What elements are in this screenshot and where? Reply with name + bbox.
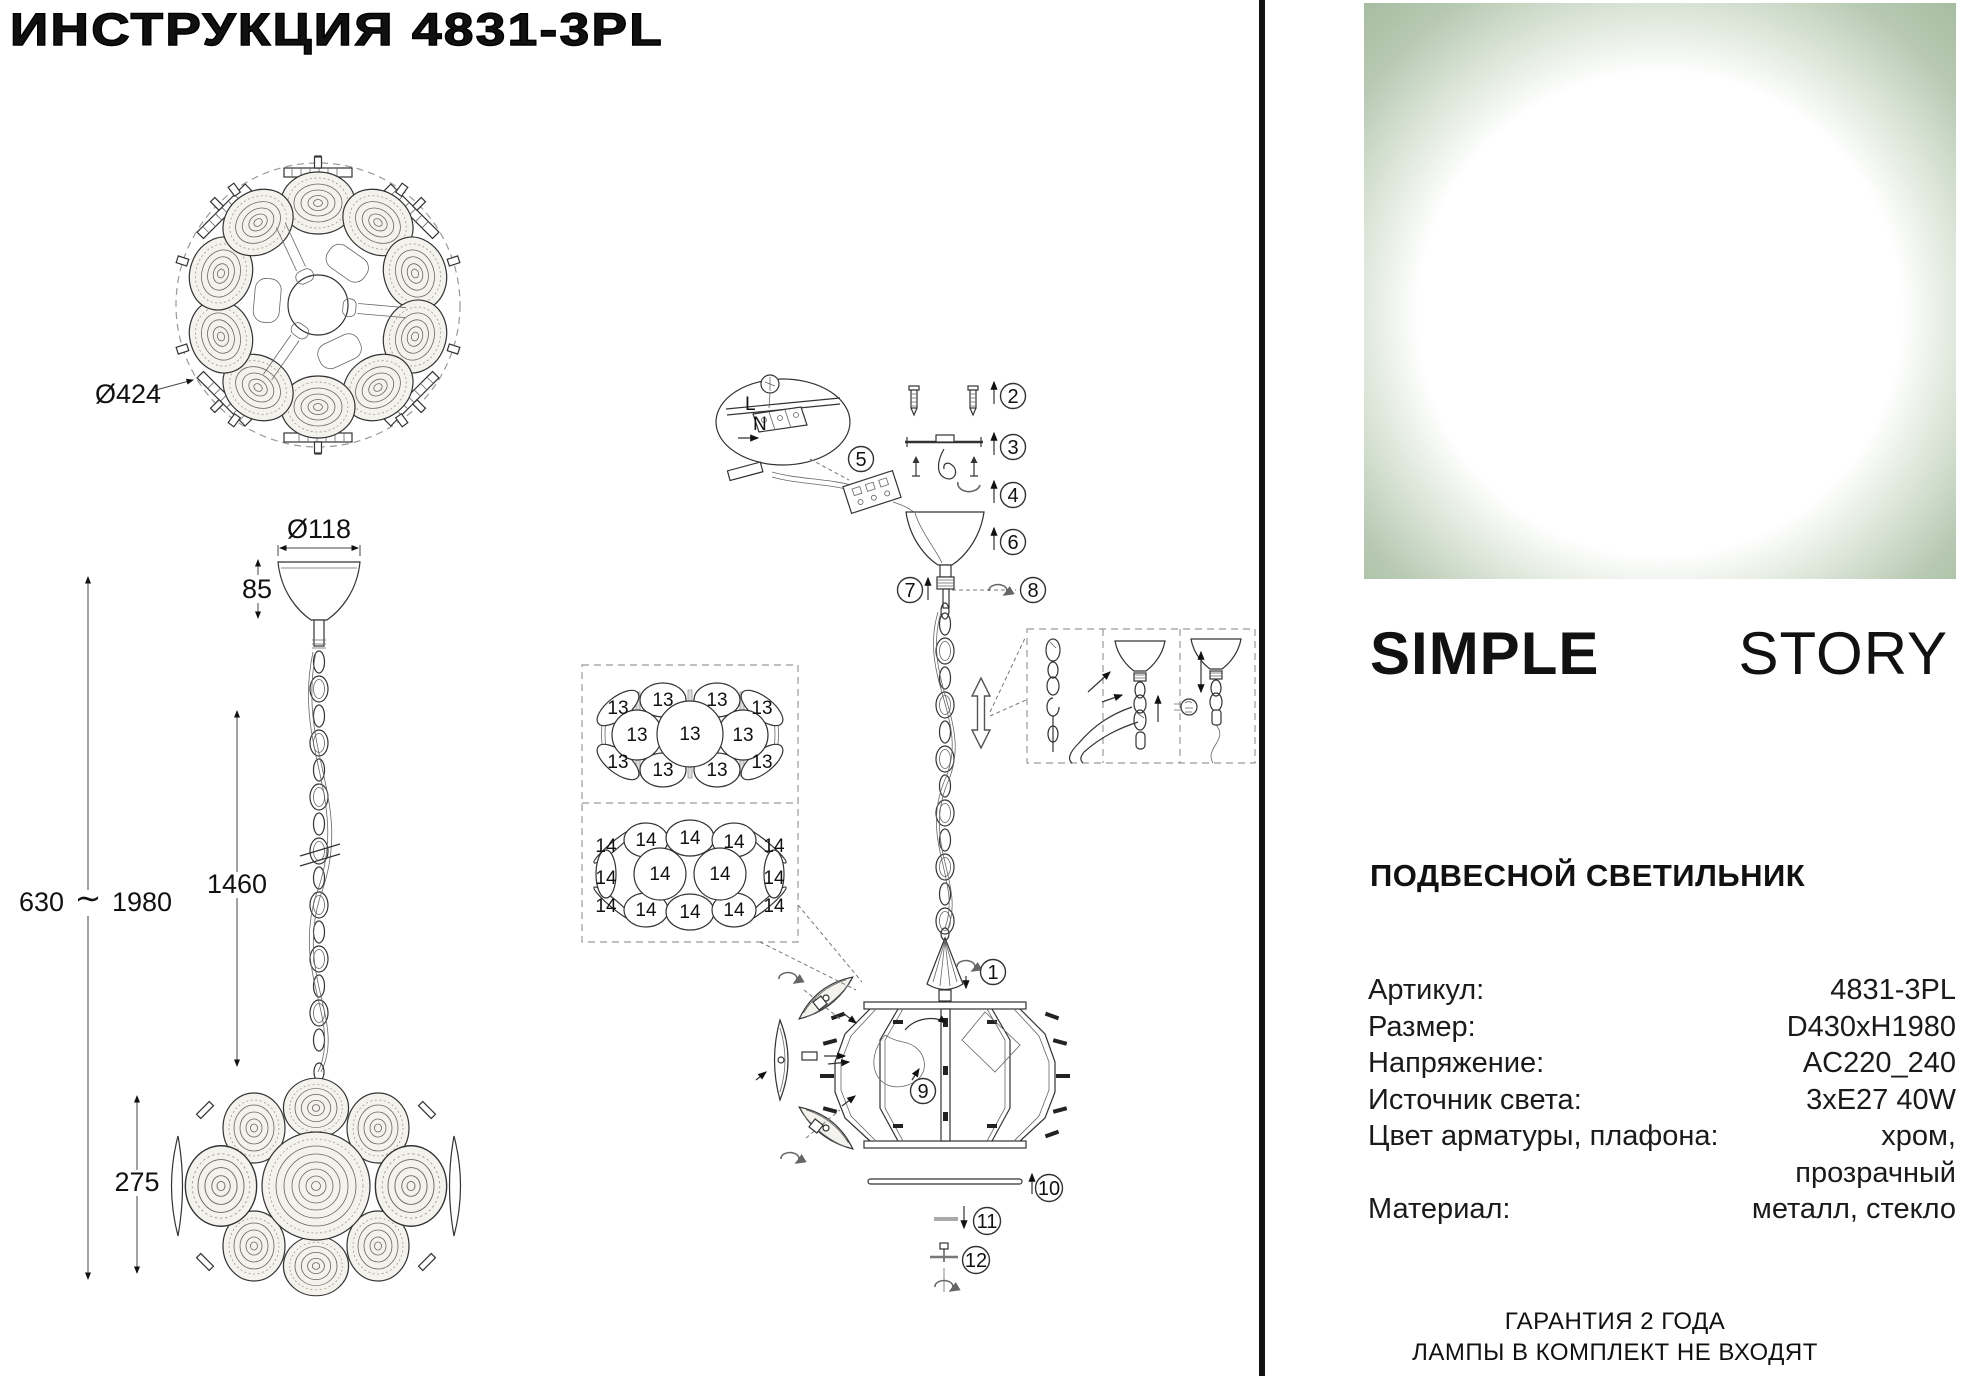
spec-value: D430xH1980	[1786, 1010, 1956, 1043]
svg-text:13: 13	[751, 698, 773, 719]
spec-label: Артикул:	[1368, 974, 1485, 1006]
svg-text:14: 14	[723, 900, 745, 921]
dim-shade-height: 275	[114, 1167, 160, 1197]
spec-row-size	[1368, 1009, 1956, 1046]
assembly-diagram	[716, 375, 1070, 1292]
dim-canopy-height: 85	[241, 574, 273, 604]
callout-9: 9	[917, 1081, 929, 1103]
brand-word-2: STORY	[1738, 620, 1948, 687]
svg-text:13: 13	[607, 752, 629, 773]
top-view-diameter-label: Ø424	[94, 379, 162, 409]
svg-text:13: 13	[652, 760, 674, 781]
chain-adjust-box	[1027, 629, 1255, 763]
svg-text:14: 14	[649, 864, 671, 885]
svg-text:13: 13	[732, 725, 754, 746]
parts-detail-box	[582, 665, 862, 990]
warranty-note: ГАРАНТИЯ 2 ГОДА	[1504, 1308, 1726, 1335]
product-photo	[1364, 3, 1956, 579]
spec-value: прозрачный	[1795, 1156, 1956, 1189]
svg-text:14: 14	[763, 896, 785, 917]
callout-4: 4	[1007, 485, 1019, 507]
callout-6: 6	[1007, 532, 1019, 554]
svg-text:14: 14	[679, 828, 701, 849]
lamps-note: ЛАМПЫ В КОМПЛЕКТ НЕ ВХОДЯТ	[1412, 1339, 1818, 1366]
svg-text:14: 14	[679, 902, 701, 923]
spec-label: Размер:	[1368, 1010, 1476, 1043]
product-type-heading: ПОДВЕСНОЙ СВЕТИЛЬНИК	[1370, 858, 1806, 893]
page-title: ИНСТРУКЦИЯ 4831-3PL	[10, 4, 665, 55]
top-view-drawing	[95, 156, 470, 454]
vertical-divider	[1259, 0, 1265, 1376]
svg-text:13: 13	[679, 724, 701, 745]
spec-list	[1368, 972, 1956, 1228]
svg-text:13: 13	[706, 760, 728, 781]
svg-text:14: 14	[635, 900, 657, 921]
shade-drawing	[172, 1078, 461, 1296]
spec-value: металл, стекло	[1751, 1193, 1956, 1225]
svg-text:13: 13	[626, 725, 648, 746]
svg-text:14: 14	[763, 868, 785, 889]
spec-row-color-cont	[1368, 1155, 1956, 1192]
callout-11: 11	[976, 1211, 998, 1233]
spec-row-voltage	[1368, 1045, 1956, 1082]
callout-5: 5	[855, 449, 867, 471]
spec-label: Напряжение:	[1368, 1047, 1545, 1079]
svg-text:13: 13	[706, 690, 728, 711]
brand-logo	[1370, 618, 1948, 690]
disc-install-steps	[756, 970, 858, 1163]
svg-text:14: 14	[595, 896, 617, 917]
spec-row-material	[1368, 1191, 1956, 1228]
callout-7: 7	[904, 580, 916, 602]
wiring-detail-balloon	[716, 375, 850, 480]
spec-label: Материал:	[1368, 1193, 1511, 1225]
svg-text:14: 14	[763, 836, 785, 857]
callout-3: 3	[1007, 437, 1019, 459]
callout-10: 10	[1037, 1178, 1061, 1200]
svg-text:14: 14	[595, 868, 617, 889]
brand-word-1: SIMPLE	[1370, 620, 1600, 687]
side-view-drawing	[19, 514, 461, 1296]
spec-row-article	[1368, 972, 1956, 1009]
callout-12: 12	[964, 1250, 988, 1272]
svg-text:13: 13	[751, 752, 773, 773]
svg-text:14: 14	[595, 836, 617, 857]
dim-tilde: ∼	[74, 880, 102, 916]
spec-row-light-source	[1368, 1082, 1956, 1119]
svg-text:14: 14	[709, 864, 731, 885]
frame-cage-drawing	[820, 1002, 1070, 1148]
svg-text:14: 14	[723, 832, 745, 853]
svg-text:13: 13	[607, 698, 629, 719]
spec-row-color	[1368, 1118, 1956, 1155]
dim-height-min: 630	[18, 887, 64, 917]
spec-value: хром,	[1881, 1120, 1956, 1152]
dim-chain-length: 1460	[206, 869, 268, 899]
callout-1: 1	[987, 962, 999, 984]
spec-label: Источник света:	[1368, 1083, 1582, 1116]
spec-label: Цвет арматуры, плафона:	[1368, 1120, 1719, 1152]
footer-notes	[1265, 1306, 1965, 1368]
wire-neutral-label: N	[753, 414, 767, 435]
dim-height-max: 1980	[112, 887, 173, 917]
spec-value: AC220_240	[1802, 1047, 1956, 1079]
svg-text:13: 13	[652, 690, 674, 711]
callout-2: 2	[1007, 386, 1019, 408]
dim-canopy-diameter: Ø118	[286, 514, 352, 544]
callout-8: 8	[1027, 580, 1039, 602]
spec-value: 3xE27 40W	[1806, 1083, 1956, 1116]
spec-value: 4831-3PL	[1830, 974, 1956, 1006]
svg-text:14: 14	[635, 830, 657, 851]
wire-line-label: L	[745, 394, 756, 415]
